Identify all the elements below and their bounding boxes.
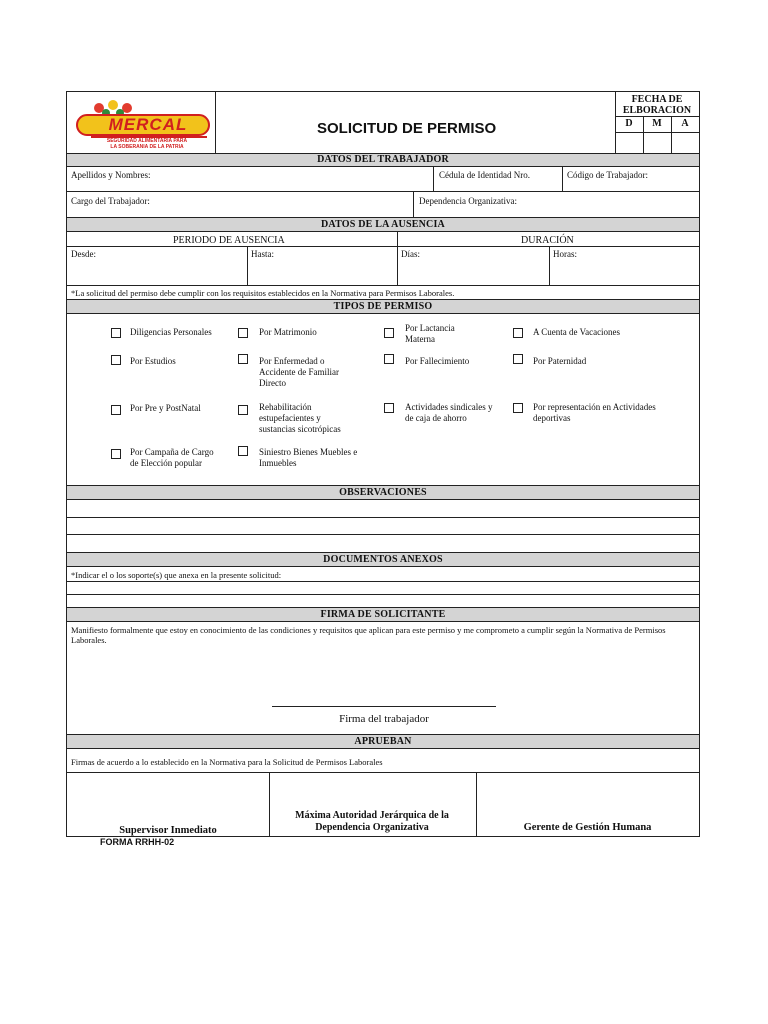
mercal-logo xyxy=(73,98,213,150)
anexos-nota: *Indicar el o los soporte(s) que anexa en la presente solicitud: xyxy=(71,570,282,580)
option-campana-eleccion: Por Campaña de Cargo de Elección popular xyxy=(130,447,214,468)
checkbox-diligencias-personales[interactable] xyxy=(111,328,121,338)
checkbox-por-paternidad[interactable] xyxy=(513,354,523,364)
option-actividades-sindicales: Actividades sindicales y de caja de ahorro xyxy=(405,402,493,423)
checkbox-pre-postnatal[interactable] xyxy=(111,405,121,415)
codigo-field[interactable]: Código de Trabajador: xyxy=(567,170,648,180)
checkbox-por-lactancia-materna[interactable] xyxy=(384,328,394,338)
hasta-field[interactable]: Hasta: xyxy=(251,249,274,259)
signature-maxima-autoridad[interactable]: Máxima Autoridad Jerárquica de la Dependencia Organizativa xyxy=(295,810,449,833)
permit-form xyxy=(66,91,700,837)
firma-trabajador-label: Firma del trabajador xyxy=(339,713,429,725)
cedula-field[interactable]: Cédula de Identidad Nro. xyxy=(439,170,530,180)
duracion-heading: DURACIÓN xyxy=(521,235,574,246)
fecha-mes-label: M xyxy=(652,118,662,129)
periodo-ausencia-heading: PERIODO DE AUSENCIA xyxy=(173,235,285,246)
apellidos-field[interactable]: Apellidos y Nombres: xyxy=(71,170,151,180)
logo-tagline-2: LA SOBERANIA DE LA PATRIA xyxy=(110,144,184,150)
desde-field[interactable]: Desde: xyxy=(71,249,96,259)
option-por-enfermedad: Por Enfermedad o Accidente de Familiar Directo xyxy=(259,356,339,388)
checkbox-representacion-deportivas[interactable] xyxy=(513,403,523,413)
logo-wordmark: MERCAL xyxy=(108,115,188,134)
signature-gerente[interactable]: Gerente de Gestión Humana xyxy=(523,822,652,833)
fecha-label-line1: FECHA DE xyxy=(631,94,683,105)
checkbox-a-cuenta-vacaciones[interactable] xyxy=(513,328,523,338)
fecha-label xyxy=(615,94,699,116)
logo-tagline-1: SEGURIDAD ALIMENTARIA PARA xyxy=(106,138,188,144)
option-por-matrimonio: Por Matrimonio xyxy=(259,327,317,337)
section-firma-solicitante: FIRMA DE SOLICITANTE xyxy=(67,607,699,622)
option-a-cuenta-vacaciones: A Cuenta de Vacaciones xyxy=(533,327,621,337)
signature-supervisor[interactable]: Supervisor Inmediato xyxy=(119,825,217,836)
option-representacion-deportivas: Por representación en Actividades deportivas xyxy=(533,402,656,423)
checkbox-por-fallecimiento[interactable] xyxy=(384,354,394,364)
option-diligencias-personales: Diligencias Personales xyxy=(130,327,212,337)
firma-trabajador-line[interactable] xyxy=(272,706,496,707)
section-documentos-anexos: DOCUMENTOS ANEXOS xyxy=(67,552,699,567)
aprueban-nota: Firmas de acuerdo a lo establecido en la Normativa para la Solicitud de Permisos Laborales xyxy=(71,757,383,767)
option-rehabilitacion: Rehabilitación estupefacientes y sustancias sicotrópicas xyxy=(259,402,341,434)
section-tipos-permiso: TIPOS DE PERMISO xyxy=(67,299,699,314)
observaciones-line-1[interactable] xyxy=(67,517,699,518)
section-datos-ausencia: DATOS DE LA AUSENCIA xyxy=(67,217,699,232)
checkbox-actividades-sindicales[interactable] xyxy=(384,403,394,413)
section-observaciones: OBSERVACIONES xyxy=(67,485,699,500)
dias-field[interactable]: Días: xyxy=(401,249,420,259)
ausencia-nota: *La solicitud del permiso debe cumplir con los requisitos establecidos en la Normativa para Permisos Laborales. xyxy=(71,288,455,298)
section-aprueban: APRUEBAN xyxy=(67,734,699,749)
dependencia-field[interactable]: Dependencia Organizativa: xyxy=(419,196,518,206)
option-por-paternidad: Por Paternidad xyxy=(533,356,587,366)
checkbox-por-estudios[interactable] xyxy=(111,355,121,365)
option-pre-postnatal: Por Pre y PostNatal xyxy=(130,403,201,413)
option-siniestro-bienes: Siniestro Bienes Muebles e Inmuebles xyxy=(259,447,358,468)
horas-field[interactable]: Horas: xyxy=(553,249,577,259)
fecha-anio-label: A xyxy=(681,118,689,129)
section-datos-trabajador: DATOS DEL TRABAJADOR xyxy=(67,153,699,167)
checkbox-rehabilitacion[interactable] xyxy=(238,405,248,415)
checkbox-campana-eleccion[interactable] xyxy=(111,449,121,459)
checkbox-por-enfermedad[interactable] xyxy=(238,354,248,364)
observaciones-line-2[interactable] xyxy=(67,534,699,535)
anexos-line[interactable] xyxy=(67,594,699,595)
form-code: FORMA RRHH-02 xyxy=(100,837,175,847)
checkbox-por-matrimonio[interactable] xyxy=(238,328,248,338)
option-por-fallecimiento: Por Fallecimiento xyxy=(405,356,470,366)
option-por-estudios: Por Estudios xyxy=(130,356,176,366)
fecha-dia-label: D xyxy=(625,118,633,129)
fecha-label-line2: ELBORACION xyxy=(622,105,692,116)
checkbox-siniestro-bienes[interactable] xyxy=(238,446,248,456)
cargo-field[interactable]: Cargo del Trabajador: xyxy=(71,196,150,206)
option-por-lactancia-materna: Por Lactancia Materna xyxy=(405,323,455,344)
firma-declaracion: Manifiesto formalmente que estoy en conocimiento de las condiciones y requisitos que aplican para este permiso y me comprometo a cumplir según la Normativa de Permisos Laborales. xyxy=(71,625,666,645)
form-title: SOLICITUD DE PERMISO xyxy=(317,120,497,137)
